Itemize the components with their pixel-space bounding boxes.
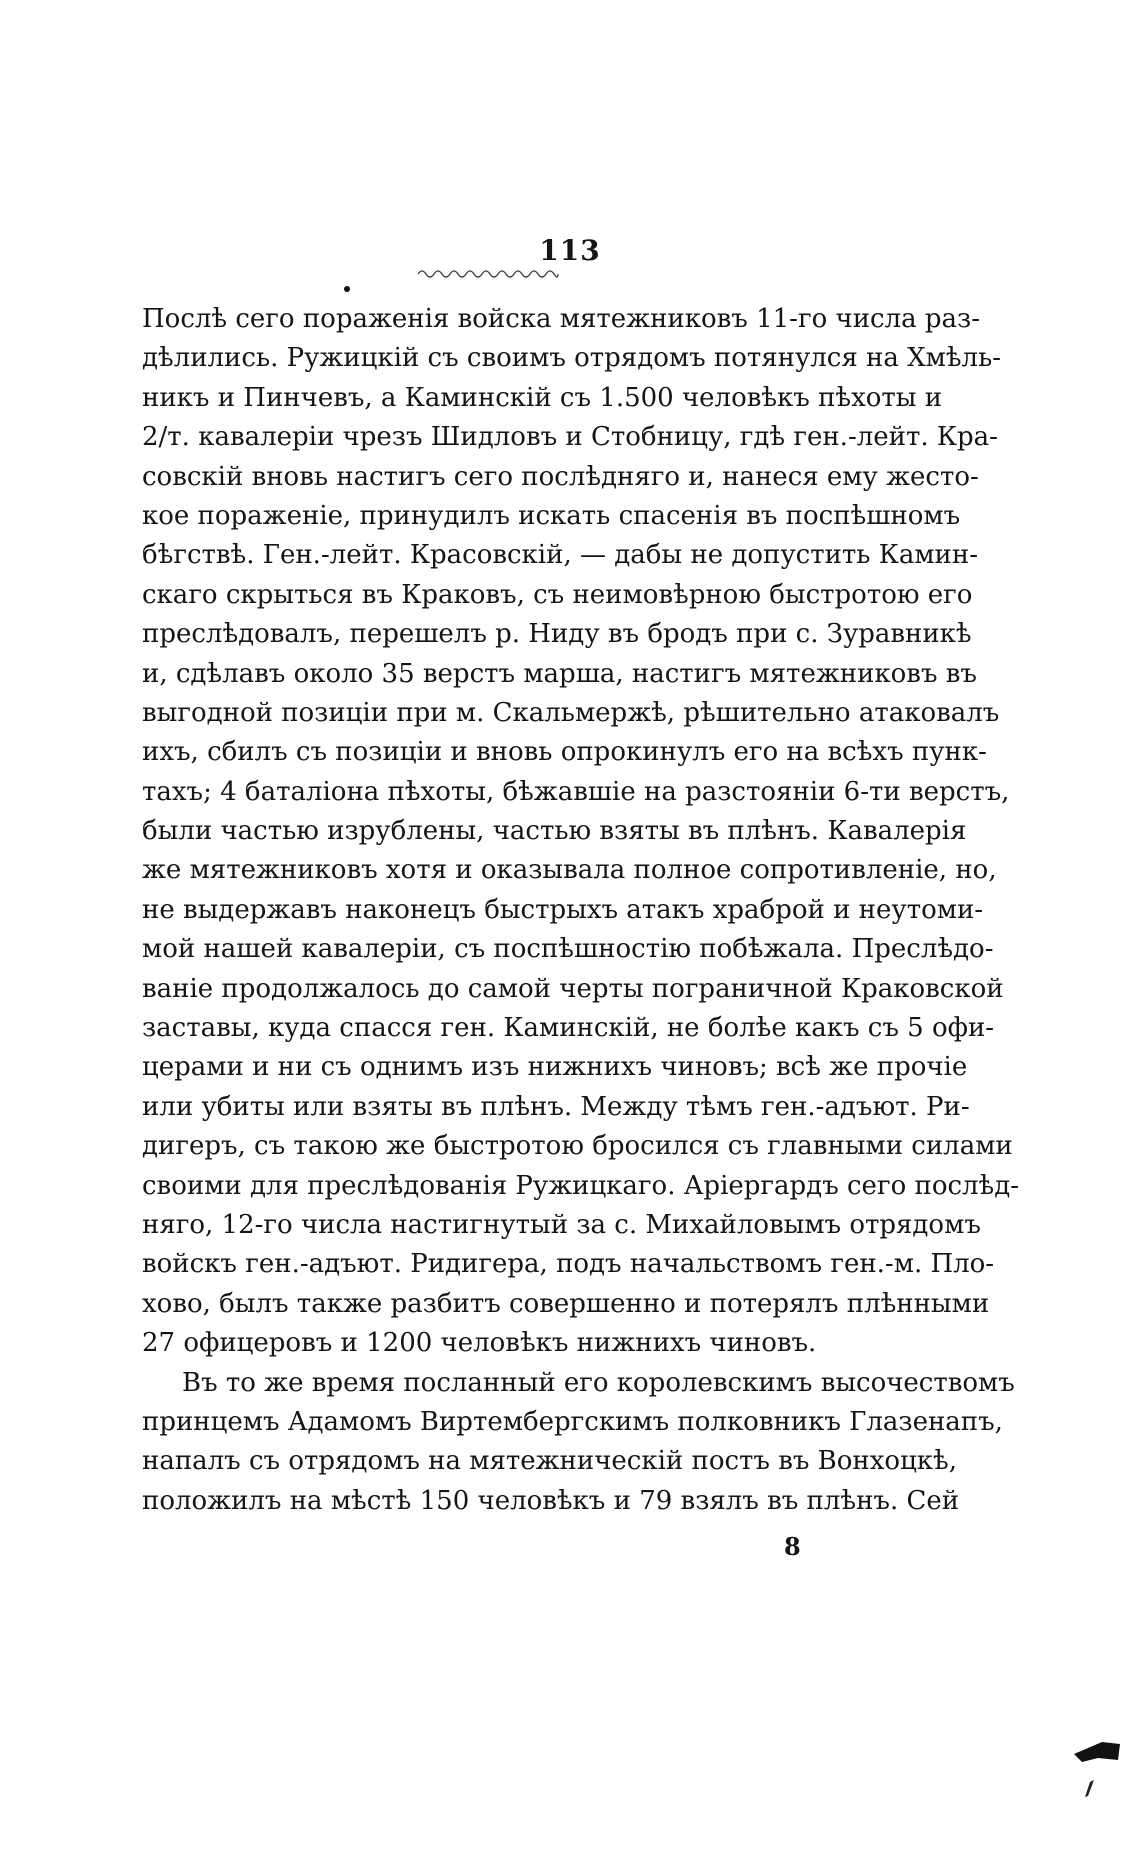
text-line: положилъ на мѣстѣ 150 человѣкъ и 79 взялъ въ плѣнъ. Сей: [142, 1485, 960, 1516]
text-line: заставы, куда спасся ген. Каминскій, не болѣе какъ съ 5 офи-: [142, 1013, 995, 1044]
text-line: скаго скрыться въ Краковъ, съ неимовѣрною быстротою его: [142, 579, 973, 610]
text-line: были частью изрублены, частью взяты въ плѣнъ. Кавалерія: [142, 816, 967, 847]
text-line: выгодной позиціи при м. Скальмержѣ, рѣшительно атаковалъ: [142, 697, 1000, 728]
text-line: мой нашей кавалеріи, съ поспѣшностію побѣжала. Преслѣдо-: [142, 934, 994, 965]
text-line: ваніе продолжалось до самой черты пограничной Краковской: [142, 973, 1004, 1004]
text-line: совскій вновь настигъ сего послѣдняго и, нанеся ему жесто-: [142, 461, 979, 492]
text-line: войскъ ген.-адъют. Ридигера, подъ начальствомъ ген.-м. Пло-: [142, 1249, 995, 1280]
text-line: своими для преслѣдованія Ружицкаго. Аріергардъ сего послѣд-: [142, 1170, 1020, 1201]
text-line: 27 офицеровъ и 1200 человѣкъ нижнихъ чиновъ.: [142, 1328, 817, 1359]
text-line: ихъ, сбилъ съ позиціи и вновь опрокинулъ его на всѣхъ пунк-: [142, 737, 987, 768]
text-line: никъ и Пинчевъ, а Каминскій съ 1.500 человѣкъ пѣхоты и: [142, 382, 943, 413]
text-line: Послѣ сего пораженія войска мятежниковъ 11-го числа раз-: [142, 304, 980, 334]
body-text: [142, 300, 1020, 1521]
page-number: 113: [539, 234, 601, 267]
text-line: няго, 12-го числа настигнутый за с. Михайловымъ отрядомъ: [142, 1209, 981, 1240]
text-line: дигеръ, съ такою же быстротою бросился съ главными силами: [142, 1131, 1013, 1162]
paragraph-2: [142, 1364, 1015, 1522]
text-line: принцемъ Адамомъ Виртембергскимъ полковникъ Глазенапъ,: [142, 1406, 1003, 1437]
text-line: Въ то же время посланный его королевскимъ высочествомъ: [182, 1367, 1015, 1398]
text-line: тахъ; 4 баталіона пѣхоты, бѣжавшіе на разстояніи 6-ти верстъ,: [142, 776, 1010, 807]
text-line: дѣлились. Ружицкій съ своимъ отрядомъ потянулся на Хмѣль-: [142, 343, 1002, 374]
wavy-rule-ornament: [418, 268, 558, 280]
text-line: и, сдѣлавъ около 35 верстъ марша, настигъ мятежниковъ въ: [142, 658, 977, 689]
text-line: 2/т. кавалеріи чрезъ Шидловъ и Стобницу, гдѣ ген.-лейт. Кра-: [142, 422, 998, 453]
text-line: или убиты или взяты въ плѣнъ. Между тѣмъ ген.-адъют. Ри-: [142, 1091, 970, 1122]
text-line: церами и ни съ однимъ изъ нижнихъ чиновъ; всѣ же прочіе: [142, 1052, 968, 1083]
signature-mark: 8: [784, 1532, 801, 1561]
ink-speck-dot: [344, 286, 350, 292]
paragraph-1: [142, 300, 1020, 1364]
text-line: хово, былъ также разбитъ совершенно и потерялъ плѣнными: [142, 1288, 990, 1319]
text-line: напалъ съ отрядомъ на мятежническій постъ въ Вонхоцкѣ,: [142, 1446, 957, 1477]
text-line: же мятежниковъ хотя и оказывала полное сопротивленіе, но,: [142, 855, 997, 886]
text-line: кое пораженіе, принудилъ искать спасенія въ поспѣшномъ: [142, 500, 961, 531]
text-line: не выдержавъ наконецъ быстрыхъ атакъ храброй и неутоми-: [142, 894, 984, 925]
text-line: бѣгствѣ. Ген.-лейт. Красовскій, — дабы не допустить Камин-: [142, 540, 978, 571]
text-line: преслѣдовалъ, перешелъ р. Ниду въ бродъ при с. Зуравникѣ: [142, 619, 972, 650]
ink-smudge-mark: [1068, 1734, 1128, 1804]
